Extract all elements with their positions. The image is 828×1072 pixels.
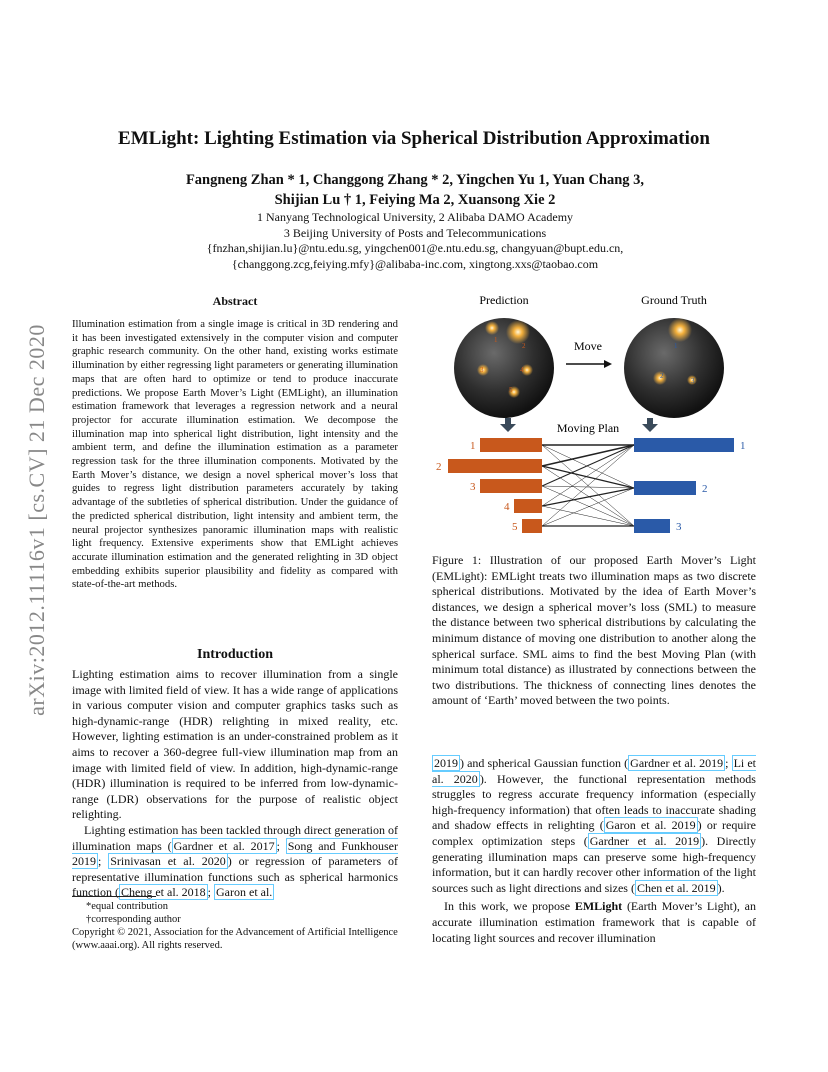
affiliations	[120, 210, 710, 272]
down-arrow-right	[642, 418, 658, 432]
email-line-2: {changgong.zcg,feiying.mfy}@alibaba-inc.com, xingtong.xxs@taobao.com	[231, 256, 599, 271]
paper-title: EMLight: Lighting Estimation via Spherical Distribution Approximation	[118, 128, 710, 149]
arxiv-stamp	[22, 285, 52, 755]
footnote-rule	[72, 896, 156, 897]
right-p1-text-b: ). However, the functional representation methods struggles to regress accurate frequency information (especially high-frequency information) that often leads to inaccurate shading and shadow effects in relighting (	[432, 771, 756, 833]
authors-line-1: Fangneng Zhan * 1, Changgong Zhang * 2, Yingchen Yu 1, Yuan Chang 3,	[185, 172, 645, 188]
footnote-equal: *equal contribution	[86, 901, 168, 912]
right-p1-text-e: ).	[717, 880, 725, 895]
citation-link[interactable]: Garon et al.	[216, 885, 273, 900]
pred-number: 5	[509, 386, 513, 394]
right-p2-text-b: (Earth Mover’s Light), an accurate illumination estimation framework that is capable of locating light sources and recover illumination	[432, 899, 756, 945]
right-paragraph-2	[432, 899, 756, 946]
gt-number: 2	[660, 372, 664, 380]
gt-number: 1	[674, 342, 678, 350]
email-line-1: {fnzhan,shijian.lu}@ntu.edu.sg, yingchen001@e.ntu.edu.sg, changyuan@bupt.edu.cn,	[206, 241, 624, 255]
introduction-heading: Introduction	[197, 647, 273, 662]
affil-line-2: 3 Beijing University of Posts and Telecommunications	[283, 225, 547, 240]
move-arrow	[566, 360, 612, 368]
right-p1-text-c: ) or require complex optimization steps (	[432, 818, 756, 848]
emlight-bold: EMLight	[574, 899, 623, 914]
citation-link[interactable]: Gardner et al. 2019	[589, 833, 700, 848]
figure-caption: Figure 1: Illustration of our proposed Earth Mover’s Light (EMLight): EMLight treats two illumination maps as two discrete spherical distributions. Motivated by the idea of Earth Mover’s distances, we design a spherical mover’s loss (SML) to measure the distance between two spherical distributions by calculating the minimum distance of moving one distribution to another along the spherical surface. SML aims to find the best Moving Plan (with minimum total distance) as illustrated by connections between the two distributions. The thickness of connecting lines denotes the amount of ‘Earth’ moved between the two points.	[432, 553, 756, 708]
bar-label: 1	[740, 440, 746, 452]
right-paragraph-1: 2019 ) and spherical Gaussian function ( Gardner et al. 2019 ; Li et al. 2020 ). However, the functional representation methods struggles to regress accurate frequency information (especially high-frequency information) that often leads to inaccurate shading and shadow effects in relighting ( Garon et al. 2019 ) or require complex optimization steps ( Gardner et al. 2019 ). Directly generating illumination maps can preserve some high-frequency information, but it can hardly recover other information of the light sources such as light directions and sizes ( Chen et al. 2019 ).	[432, 756, 756, 895]
right-p1-text-a: ) and spherical Gaussian function (	[460, 756, 629, 770]
affil-line-1: 1 Nanyang Technological University, 2 Alibaba DAMO Academy	[256, 210, 574, 224]
citation-link[interactable]: Gardner et al. 2019	[630, 756, 724, 770]
citation-link[interactable]: Li et al. 2020	[432, 756, 756, 786]
prediction-bars	[448, 438, 542, 533]
introduction-body	[72, 667, 398, 901]
citation-link[interactable]: 2019	[434, 756, 458, 770]
intro-p2-text-a: Lighting estimation has been tackled through direct generation of illumination maps (	[72, 822, 398, 853]
pred-number: 4	[520, 366, 524, 374]
prediction-sphere	[454, 318, 554, 418]
footnotes	[72, 900, 398, 952]
right-p1-text-d: ). Directly generating illumination maps can preserve some high-frequency information, but it can hardly recover other information of the light sources such as light directions and sizes (	[432, 833, 756, 895]
citation-link[interactable]: Srinivasan et al. 2020	[110, 854, 226, 869]
abstract-heading: Abstract	[212, 294, 258, 308]
label-move: Move	[574, 339, 602, 353]
bar-label: 3	[470, 481, 476, 493]
arxiv-id: arXiv:2012.11116v1 [cs.CV] 21 Dec 2020	[24, 324, 49, 716]
label-ground-truth: Ground Truth	[641, 293, 707, 307]
gt-number: 3	[691, 377, 695, 385]
author-list	[120, 170, 710, 210]
bar-label: 4	[504, 501, 510, 513]
bar-label: 5	[512, 521, 518, 533]
label-moving-plan: Moving Plan	[556, 421, 620, 435]
intro-p2-text-b: ) or regression of parameters of representative illumination functions such as spherical harmonics function (	[72, 854, 398, 900]
right-column-body	[432, 756, 756, 946]
citation-link[interactable]: Song and Funkhouser 2019	[72, 838, 398, 869]
copyright-notice: Copyright © 2021, Association for the Advancement of Artificial Intelligence (www.aaai.org). All rights reserved.	[72, 927, 398, 951]
figure-1	[430, 290, 760, 548]
moving-plan-connections	[542, 445, 634, 526]
ground-truth-bars	[634, 438, 734, 533]
intro-paragraph-2: Lighting estimation has been tackled through direct generation of illumination maps ( Gardner et al. 2017 ; Song and Funkhouser 2019 ; Srinivasan et al. 2020 ) or regression of parameters of representative illumination functions such as spherical harmonics function ( Cheng et al. 2018 ; Garon et al.	[72, 822, 398, 900]
intro-paragraph-1: Lighting estimation aims to recover illumination from a single image with limited field of view. It has a wide range of applications in various computer vision and computer graphics tasks such as high-dynamic-range (HDR) relighting in mixed reality, etc. However, lighting estimation is an under-constrained problem as it aims to recover a 360-degree full-view illumination map from an image with limited field of view. In addition, high-dynamic-range (HDR) illumination is required to be inferred from low-dynamic-range (LDR) observations for the purpose of realistic object relighting.	[72, 667, 398, 822]
bar-label: 2	[436, 461, 442, 473]
citation-link[interactable]: Garon et al. 2019	[605, 818, 696, 833]
bar-label: 2	[702, 483, 708, 495]
ground-truth-sphere	[624, 318, 724, 418]
abstract-text: Illumination estimation from a single image is critical in 3D rendering and it has been investigated extensively in the computer vision and computer graphic research community. On the other hand, existing works estimate illumination by either regressing light parameters or generating illumination maps that are often hard to optimize or tend to produce inaccurate predictions. We propose Earth Mover’s Light (EMLight), an illumination estimation framework that leverages a regression network and a neural projector for accurate illumination estimation. We decompose the illumination map into spherical light distribution, light intensity and the ambient term, and define the illumination estimation as a parameter regression task for the three illumination components. Motivated by the Earth Mover’s distance, we design a novel spherical mover’s loss that guides to regress light distribution parameters accurately by taking advantage of the subtleties of spherical distribution. Under the guidance of the predicted spherical distribution, light intensity and ambient term, the neural projector synthesizes panoramic illumination maps with realistic light frequency. Extensive experiments show that EMLight achieves accurate illumination estimation and the generated relighting in 3D object embedding exhibits superior plausibility and fidelity as compared with state-of-the-art methods.	[72, 318, 398, 591]
pred-number: 3	[480, 366, 484, 374]
right-p2-text-a: In this work, we propose	[444, 899, 575, 914]
citation-link[interactable]: Gardner et al. 2017	[173, 838, 275, 853]
footnote-corresponding: †corresponding author	[86, 914, 181, 925]
pred-number: 1	[494, 336, 498, 344]
pred-number: 2	[522, 342, 526, 350]
citation-link[interactable]: Chen et al. 2019	[636, 880, 716, 895]
bar-label: 3	[676, 521, 682, 533]
authors-line-2: Shijian Lu † 1, Feiying Ma 2, Xuansong Xie 2	[274, 192, 556, 208]
down-arrow-left	[500, 418, 516, 432]
label-prediction: Prediction	[479, 293, 529, 307]
bar-label: 1	[470, 440, 476, 452]
citation-link[interactable]: Cheng et al. 2018	[121, 885, 206, 900]
